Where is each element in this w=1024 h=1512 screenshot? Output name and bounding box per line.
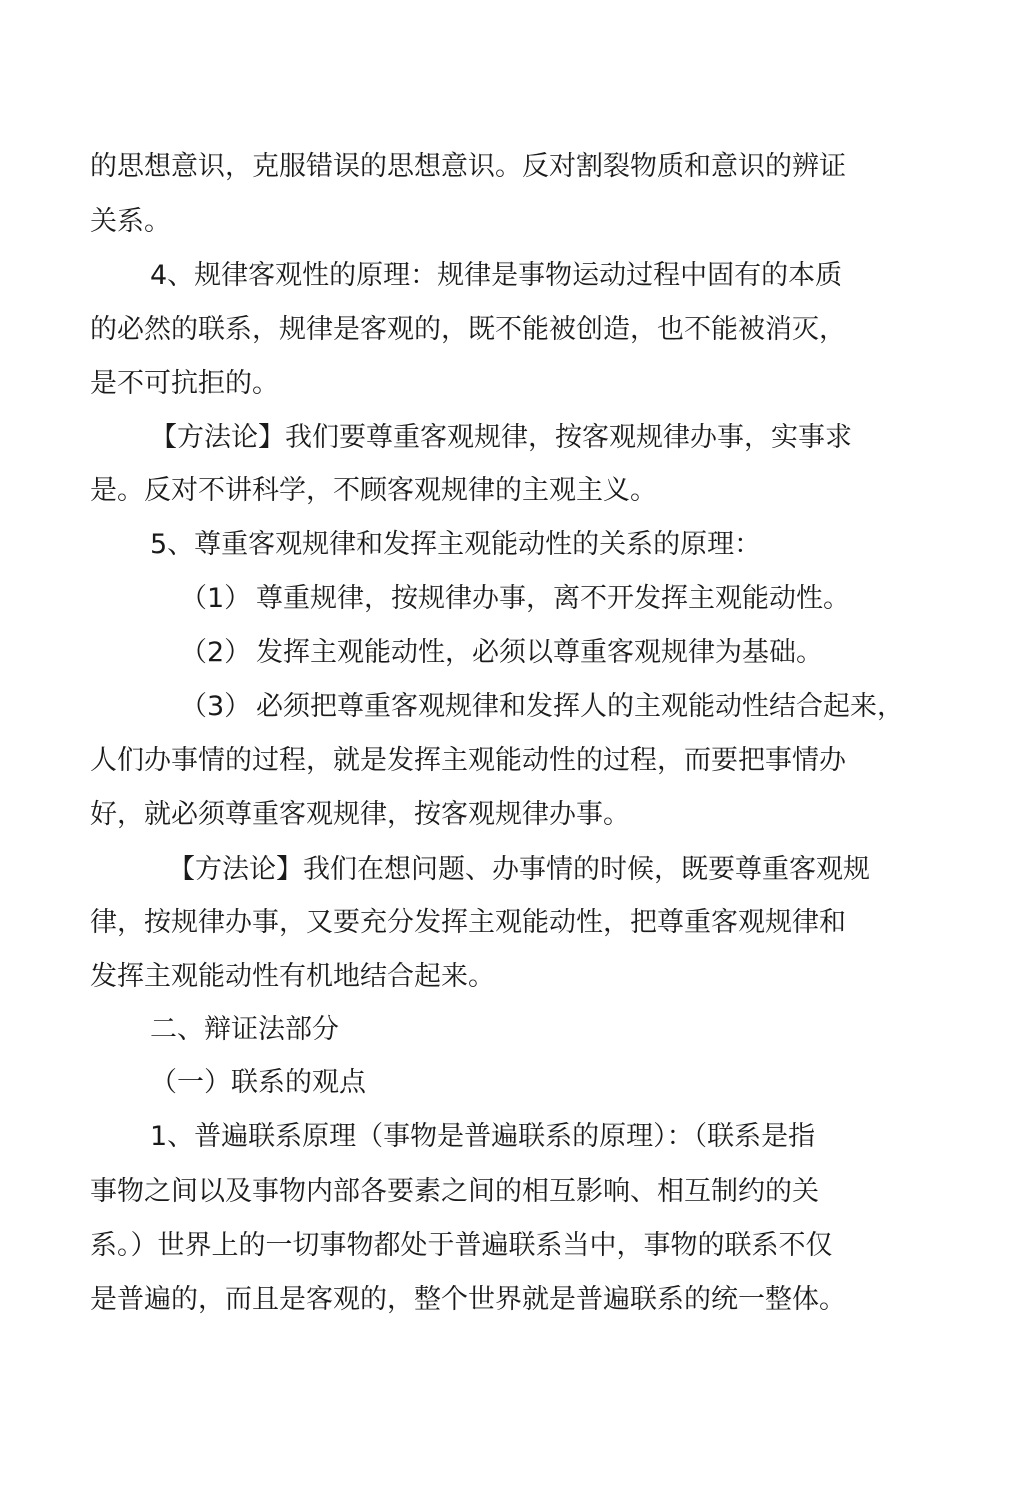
section-heading: 二、辩证法部分	[150, 1014, 339, 1045]
subsection-heading: （一）联系的观点	[150, 1067, 366, 1098]
text-line: 【方法论】我们在想问题、办事情的时候，既要尊重客观规	[168, 854, 870, 885]
list-item-text: 必须把尊重客观规律和发挥人的主观能动性结合起来，	[256, 691, 904, 722]
text-line: 事物之间以及事物内部各要素之间的相互影响、相互制约的关	[90, 1176, 819, 1207]
text-line: 【方法论】我们要尊重客观规律，按客观规律办事，实事求	[150, 422, 852, 453]
text-line: 好，就必须尊重客观规律，按客观规律办事。	[90, 799, 630, 830]
text-line: 5、尊重客观规律和发挥主观能动性的关系的原理：	[150, 529, 762, 560]
text-line: 4、规律客观性的原理：规律是事物运动过程中固有的本质	[150, 260, 843, 291]
text-line: 的必然的联系，规律是客观的，既不能被创造，也不能被消灭，	[90, 314, 846, 345]
list-item-number: （1）	[180, 583, 252, 614]
text-line: 人们办事情的过程，就是发挥主观能动性的过程，而要把事情办	[90, 745, 846, 776]
text-line: 发挥主观能动性有机地结合起来。	[90, 961, 495, 992]
text-line: 是不可抗拒的。	[90, 368, 279, 399]
text-line: 关系。	[90, 206, 171, 237]
text-line: 是普遍的，而且是客观的，整个世界就是普遍联系的统一整体。	[90, 1284, 846, 1315]
text-line: 的思想意识，克服错误的思想意识。反对割裂物质和意识的辨证	[90, 151, 846, 182]
list-item-text: 发挥主观能动性，必须以尊重客观规律为基础。	[256, 637, 823, 668]
text-line: 是。反对不讲科学，不顾客观规律的主观主义。	[90, 475, 657, 506]
text-line: 1、普遍联系原理（事物是普遍联系的原理）：（联系是指	[150, 1121, 816, 1152]
text-line: 系。）世界上的一切事物都处于普遍联系当中，事物的联系不仅	[90, 1230, 833, 1261]
list-item-number: （3）	[180, 691, 252, 722]
list-item-number: （2）	[180, 637, 252, 668]
text-line: 律，按规律办事，又要充分发挥主观能动性，把尊重客观规律和	[90, 907, 846, 938]
list-item-text: 尊重规律，按规律办事，离不开发挥主观能动性。	[256, 583, 850, 614]
